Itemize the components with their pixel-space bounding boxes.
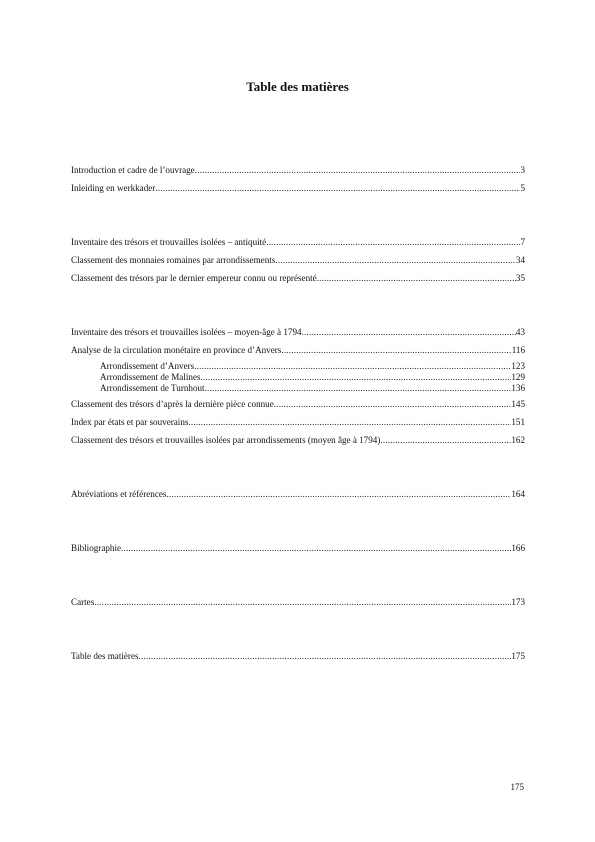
toc-entry-index-etats[interactable] bbox=[71, 417, 525, 428]
toc-entry-arrondissement-turnhout[interactable] bbox=[100, 383, 525, 394]
toc-entry-cartes[interactable] bbox=[71, 597, 525, 608]
toc-entry-inventaire-antiquite[interactable] bbox=[71, 237, 525, 248]
toc-entry-label: Abréviations et références bbox=[71, 489, 167, 499]
leader-dots bbox=[266, 237, 520, 248]
toc-entry-page: 123 bbox=[511, 361, 525, 371]
toc-entry-label: Arrondissement d’Anvers bbox=[100, 361, 195, 371]
toc-entry-page: 162 bbox=[511, 435, 525, 445]
toc-entry-page: 35 bbox=[515, 273, 525, 283]
leader-dots bbox=[194, 361, 511, 372]
toc-entry-label: Arrondissement de Turnhout bbox=[100, 383, 205, 393]
toc-entry-abreviations[interactable] bbox=[71, 489, 525, 500]
leader-dots bbox=[281, 345, 511, 356]
toc-entry-label: Classement des monnaies romaines par arrondissements bbox=[71, 255, 276, 265]
toc-entry-page: 164 bbox=[511, 489, 525, 499]
toc-entry-page: 173 bbox=[511, 597, 525, 607]
page-title: Table des matières bbox=[246, 79, 349, 94]
toc-entry-bibliographie[interactable] bbox=[71, 543, 525, 554]
leader-dots bbox=[139, 651, 512, 662]
toc-entry-page: 5 bbox=[520, 183, 525, 193]
leader-dots bbox=[188, 417, 511, 428]
leader-dots bbox=[94, 597, 511, 608]
toc-entry-page: 7 bbox=[520, 237, 525, 247]
toc-entry-page: 136 bbox=[511, 383, 525, 393]
toc-entry-label: Inventaire des trésors et trouvailles isolées – antiquité bbox=[71, 237, 267, 247]
toc-entry-label: Classement des trésors et trouvailles isolées par arrondissements (moyen âge à 1794) bbox=[71, 435, 381, 445]
leader-dots bbox=[201, 372, 512, 383]
toc-entry-arrondissement-anvers[interactable] bbox=[100, 361, 525, 372]
toc-entry-table-des-matieres[interactable] bbox=[71, 651, 525, 662]
toc-entry-page: 43 bbox=[515, 327, 525, 337]
toc-entry-label: Index par états et par souverains bbox=[71, 417, 189, 427]
leader-dots bbox=[275, 255, 516, 266]
toc-entry-label: Bibliographie bbox=[71, 543, 122, 553]
toc-entry-page: 145 bbox=[511, 399, 525, 409]
toc-entry-dernier-empereur[interactable] bbox=[71, 273, 525, 284]
leader-dots bbox=[166, 489, 511, 500]
toc-entry-analyse-circulation[interactable] bbox=[71, 345, 525, 356]
toc-entry-label: Table des matières bbox=[71, 651, 139, 661]
toc-entry-page: 116 bbox=[511, 345, 525, 355]
toc-entry-arrondissement-malines[interactable] bbox=[100, 372, 525, 383]
toc-entry-classement-arrondissements[interactable] bbox=[71, 435, 525, 446]
toc-entry-page: 3 bbox=[520, 165, 525, 175]
toc-entry-page: 175 bbox=[511, 651, 525, 661]
leader-dots bbox=[317, 273, 516, 284]
leader-dots bbox=[195, 165, 521, 176]
toc-entry-derniere-piece[interactable] bbox=[71, 399, 525, 410]
footer-page-number: 175 bbox=[510, 782, 524, 792]
toc-entry-label: Analyse de la circulation monétaire en province d’Anvers bbox=[71, 345, 282, 355]
toc-entry-label: Arrondissement de Malines bbox=[100, 372, 201, 382]
leader-dots bbox=[274, 399, 512, 410]
leader-dots bbox=[121, 543, 511, 554]
toc-entry-page: 129 bbox=[511, 372, 525, 382]
toc-entry-label: Inventaire des trésors et trouvailles isolées – moyen-âge à 1794 bbox=[71, 327, 302, 337]
toc-entry-label: Cartes bbox=[71, 597, 95, 607]
toc-entry-label: Introduction et cadre de l’ouvrage bbox=[71, 165, 195, 175]
leader-dots bbox=[302, 327, 516, 338]
toc-entry-page: 151 bbox=[511, 417, 525, 427]
leader-dots bbox=[155, 183, 520, 194]
toc-entry-page: 34 bbox=[515, 255, 525, 265]
toc-entry-inventaire-moyen-age[interactable] bbox=[71, 327, 525, 338]
leader-dots bbox=[380, 435, 511, 446]
toc-entry-monnaies-romaines[interactable] bbox=[71, 255, 525, 266]
toc-entry-label: Inleiding en werkkader bbox=[71, 183, 156, 193]
toc-entry-page: 166 bbox=[511, 543, 525, 553]
toc-entry-label: Classement des trésors d’après la dernière pièce connue bbox=[71, 399, 274, 409]
toc-entry-introduction[interactable] bbox=[71, 165, 525, 176]
leader-dots bbox=[205, 383, 512, 394]
toc-entry-label: Classement des trésors par le dernier empereur connu ou représenté bbox=[71, 273, 317, 283]
toc-entry-inleiding[interactable] bbox=[71, 183, 525, 194]
